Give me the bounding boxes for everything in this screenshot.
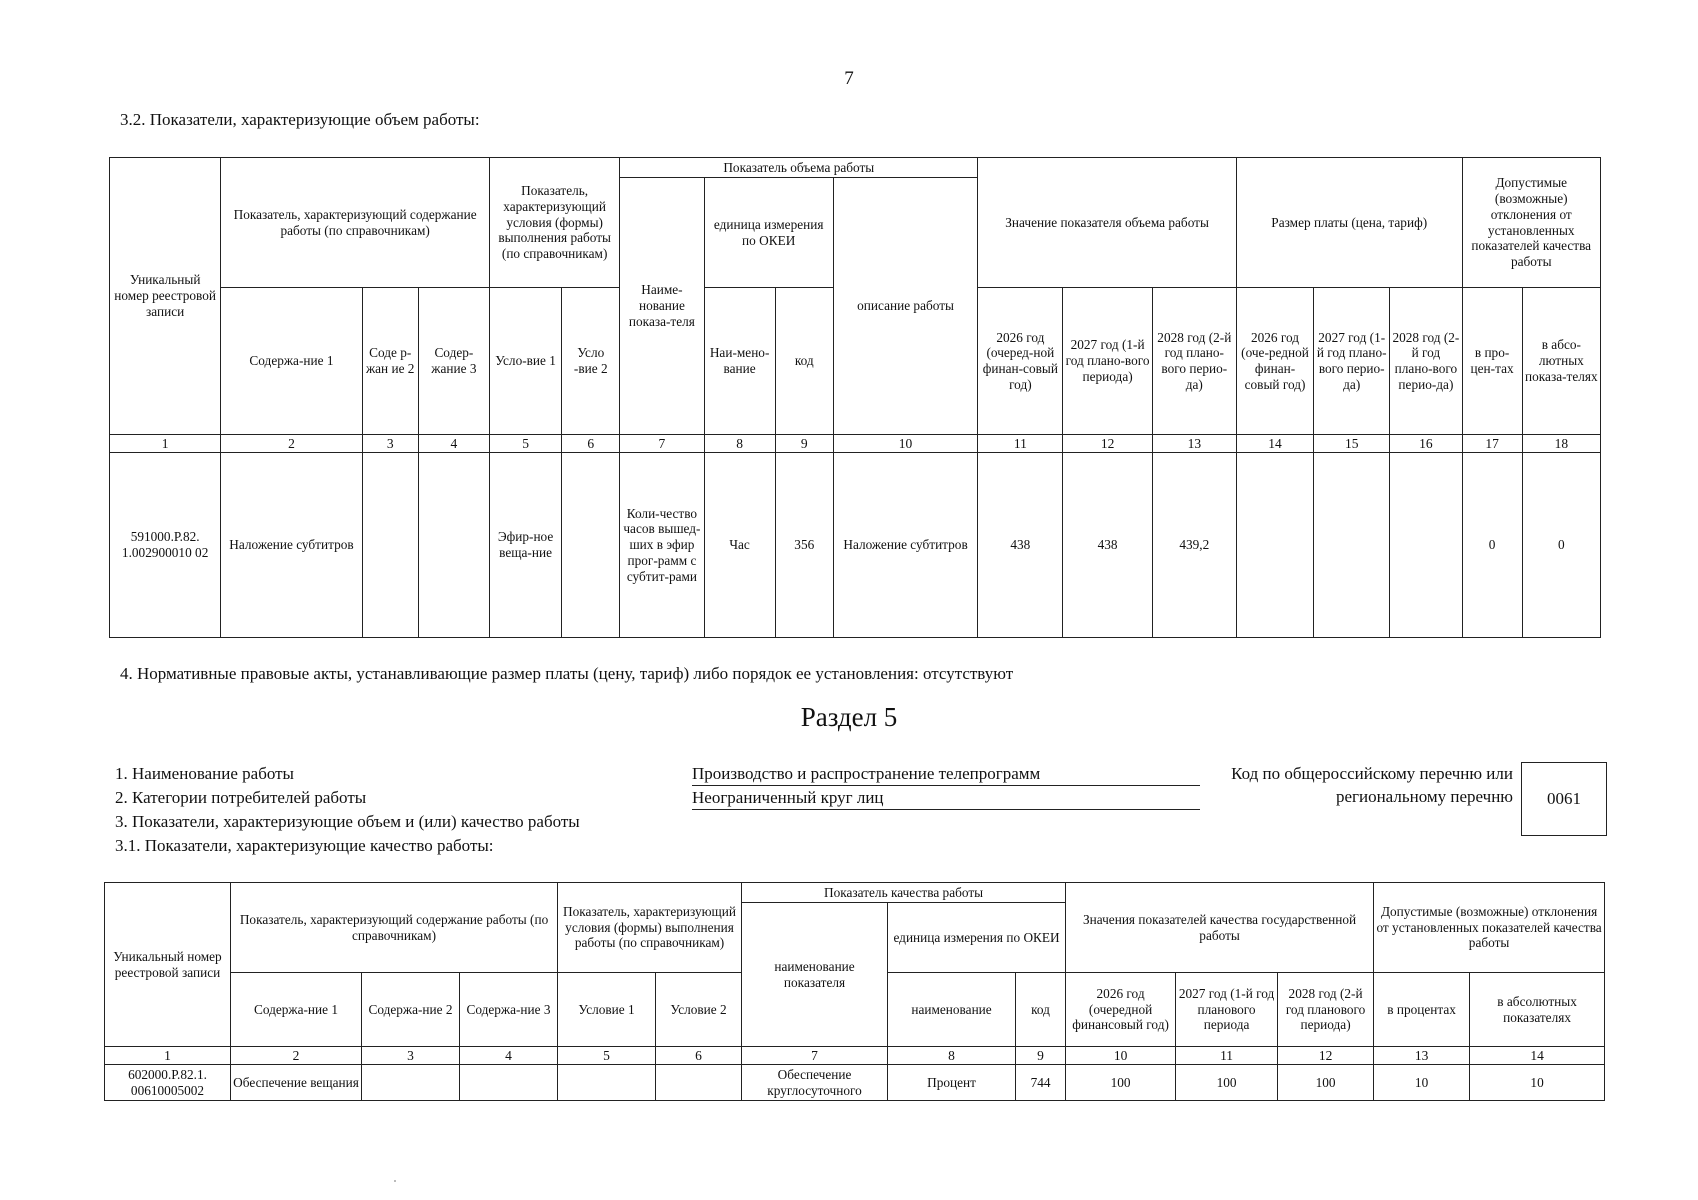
code-label: Код по общероссийскому перечню или региональному перечню [1231, 764, 1513, 806]
column-number: 8 [704, 435, 775, 453]
column-number: 4 [460, 1047, 558, 1065]
section-3-2-heading: 3.2. Показатели, характеризующие объем работы: [120, 110, 480, 129]
consumer-categories-value: Неограниченный круг лиц [692, 787, 1200, 810]
header-content-indicator: Показатель, характеризующий содержание работы (по справочникам) [221, 158, 490, 288]
column-number: 5 [558, 1047, 656, 1065]
header-indicator-name: наименование показателя [742, 903, 888, 1047]
header-deviation-percent: в процентах [1374, 973, 1470, 1047]
scan-speck [394, 1180, 396, 1182]
cell-content-2 [362, 1065, 460, 1101]
cell-deviation-absolute: 0 [1522, 453, 1600, 638]
cell-deviation-percent: 10 [1374, 1065, 1470, 1101]
header-condition-2: Условие 2 [656, 973, 742, 1047]
section-5-title: Раздел 5 [800, 702, 898, 732]
cell-unit-code: 744 [1016, 1065, 1066, 1101]
header-unit-name: наименование [888, 973, 1016, 1047]
cell-work-description: Наложение субтитров [833, 453, 977, 638]
column-number: 16 [1390, 435, 1462, 453]
header-quality-values: Значения показателей качества государственной работы [1066, 883, 1374, 973]
column-number: 4 [418, 435, 489, 453]
cell-deviation-percent: 0 [1462, 453, 1522, 638]
header-deviation-absolute: в абсо-лютных показа-телях [1522, 288, 1600, 435]
header-content-3: Содержа-ние 3 [460, 973, 558, 1047]
header-unit-name: Наи-мено-вание [704, 288, 775, 435]
header-content-1: Содержа-ние 1 [231, 973, 362, 1047]
header-value-2027: 2027 год (1-й год планового периода [1176, 973, 1278, 1047]
header-unit-okei: единица измерения по ОКЕИ [888, 903, 1066, 973]
section-4-text: 4. Нормативные правовые акты, устанавливающие размер платы (цену, тариф) либо порядок ее установления: отсутствуют [120, 664, 1014, 683]
column-number: 14 [1470, 1047, 1605, 1065]
column-number: 2 [231, 1047, 362, 1065]
indicators-label: 3. Показатели, характеризующие объем и (или) качество работы [115, 812, 580, 831]
column-number: 14 [1236, 435, 1313, 453]
code-box: 0061 [1521, 762, 1607, 836]
header-allowed-deviation: Допустимые (возможные) отклонения от установленных показателей качества работы [1462, 158, 1601, 288]
column-number: 6 [562, 435, 620, 453]
cell-condition-1 [558, 1065, 656, 1101]
header-content-2: Содержа-ние 2 [362, 973, 460, 1047]
header-content-indicator: Показатель, характеризующий содержание работы (по справочникам) [231, 883, 558, 973]
cell-unit-name: Процент [888, 1065, 1016, 1101]
consumer-categories-label: 2. Категории потребителей работы [115, 788, 367, 807]
header-value-2026: 2026 год (очередной финансовый год) [1066, 973, 1176, 1047]
header-fee-2026: 2026 год (оче-редной финан-совый год) [1236, 288, 1313, 435]
header-condition-2: Усло -вие 2 [562, 288, 620, 435]
header-unit-code: код [1016, 973, 1066, 1047]
header-unit-okei: единица измерения по ОКЕИ [704, 178, 833, 288]
header-fee-2028: 2028 год (2-й год плано-вого перио-да) [1390, 288, 1462, 435]
cell-unit-name: Час [704, 453, 775, 638]
header-allowed-deviation: Допустимые (возможные) отклонения от установленных показателей качества работы [1374, 883, 1605, 973]
header-quality-indicator: Показатель качества работы [742, 883, 1066, 903]
cell-fee-2027 [1314, 453, 1390, 638]
header-condition-indicator: Показатель, характеризующий условия (формы) выполнения работы (по справочникам) [558, 883, 742, 973]
cell-fee-2028 [1390, 453, 1462, 638]
header-volume-indicator: Показатель объема работы [620, 158, 978, 178]
column-number: 2 [221, 435, 362, 453]
column-number: 13 [1152, 435, 1236, 453]
header-unique-number: Уникальный номер реестровой записи [110, 158, 221, 435]
column-number: 10 [1066, 1047, 1176, 1065]
cell-condition-1: Эфир-ное веща-ние [489, 453, 561, 638]
header-condition-1: Усло-вие 1 [489, 288, 561, 435]
cell-indicator-name: Коли-чество часов вышед-ших в эфир прог-рамм с субтит-рами [620, 453, 704, 638]
work-name-label: 1. Наименование работы [115, 764, 294, 783]
header-content-2: Соде р-жан ие 2 [362, 288, 418, 435]
header-fee-2027: 2027 год (1-й год плано-вого перио-да) [1314, 288, 1390, 435]
column-number: 8 [888, 1047, 1016, 1065]
column-number: 7 [742, 1047, 888, 1065]
header-condition-1: Условие 1 [558, 973, 656, 1047]
cell-content-1: Наложение субтитров [221, 453, 362, 638]
header-value-2028: 2028 год (2-й год планового периода) [1278, 973, 1374, 1047]
column-number: 11 [1176, 1047, 1278, 1065]
header-content-1: Содержа-ние 1 [221, 288, 362, 435]
header-unit-code: код [775, 288, 833, 435]
header-content-3: Содер-жание 3 [418, 288, 489, 435]
cell-deviation-absolute: 10 [1470, 1065, 1605, 1101]
column-number: 18 [1522, 435, 1600, 453]
volume-indicators-table [109, 157, 1601, 638]
column-number: 5 [489, 435, 561, 453]
column-number: 3 [362, 435, 418, 453]
cell-content-3 [460, 1065, 558, 1101]
cell-content-3 [418, 453, 489, 638]
column-number: 17 [1462, 435, 1522, 453]
header-deviation-percent: в про-цен-тах [1462, 288, 1522, 435]
quality-indicators-table [104, 882, 1605, 1101]
column-number: 3 [362, 1047, 460, 1065]
cell-value-2026: 438 [978, 453, 1063, 638]
column-number: 9 [1016, 1047, 1066, 1065]
cell-condition-2 [562, 453, 620, 638]
header-fee-size: Размер платы (цена, тариф) [1236, 158, 1462, 288]
page-number: 7 [844, 68, 854, 89]
header-deviation-absolute: в абсолютных показателях [1470, 973, 1605, 1047]
cell-value-2027: 438 [1063, 453, 1152, 638]
column-number: 1 [110, 435, 221, 453]
column-number: 1 [105, 1047, 231, 1065]
table-row [110, 453, 1601, 638]
cell-unit-code: 356 [775, 453, 833, 638]
column-number: 12 [1278, 1047, 1374, 1065]
cell-value-2028: 439,2 [1152, 453, 1236, 638]
header-value-2028: 2028 год (2-й год плано-вого перио-да) [1152, 288, 1236, 435]
table-row [105, 1065, 1605, 1101]
cell-fee-2026 [1236, 453, 1313, 638]
section-3-1-heading: 3.1. Показатели, характеризующие качество работы: [115, 836, 494, 855]
column-number: 15 [1314, 435, 1390, 453]
header-volume-value: Значение показателя объема работы [978, 158, 1237, 288]
cell-content-1: Обеспечение вещания [231, 1065, 362, 1101]
work-name-value: Производство и распространение телепрограмм [692, 763, 1200, 786]
header-condition-indicator: Показатель, характеризующий условия (формы) выполнения работы (по справочникам) [489, 158, 619, 288]
cell-content-2 [362, 453, 418, 638]
header-indicator-name: Наиме-нование показа-теля [620, 178, 704, 435]
cell-registry-number: 591000.Р.82. 1.002900010 02 [110, 453, 221, 638]
header-value-2026: 2026 год (очеред-ной финан-совый год) [978, 288, 1063, 435]
header-work-description: описание работы [833, 178, 977, 435]
cell-value-2026: 100 [1066, 1065, 1176, 1101]
header-unique-number: Уникальный номер реестровой записи [105, 883, 231, 1047]
cell-registry-number: 602000.Р.82.1. 00610005002 [105, 1065, 231, 1101]
header-value-2027: 2027 год (1-й год плано-вого периода) [1063, 288, 1152, 435]
column-number: 9 [775, 435, 833, 453]
column-number: 13 [1374, 1047, 1470, 1065]
cell-value-2028: 100 [1278, 1065, 1374, 1101]
cell-indicator-name: Обеспечение круглосуточного [742, 1065, 888, 1101]
column-number: 10 [833, 435, 977, 453]
cell-value-2027: 100 [1176, 1065, 1278, 1101]
cell-condition-2 [656, 1065, 742, 1101]
column-number: 6 [656, 1047, 742, 1065]
column-number: 12 [1063, 435, 1152, 453]
column-number: 11 [978, 435, 1063, 453]
column-number: 7 [620, 435, 704, 453]
